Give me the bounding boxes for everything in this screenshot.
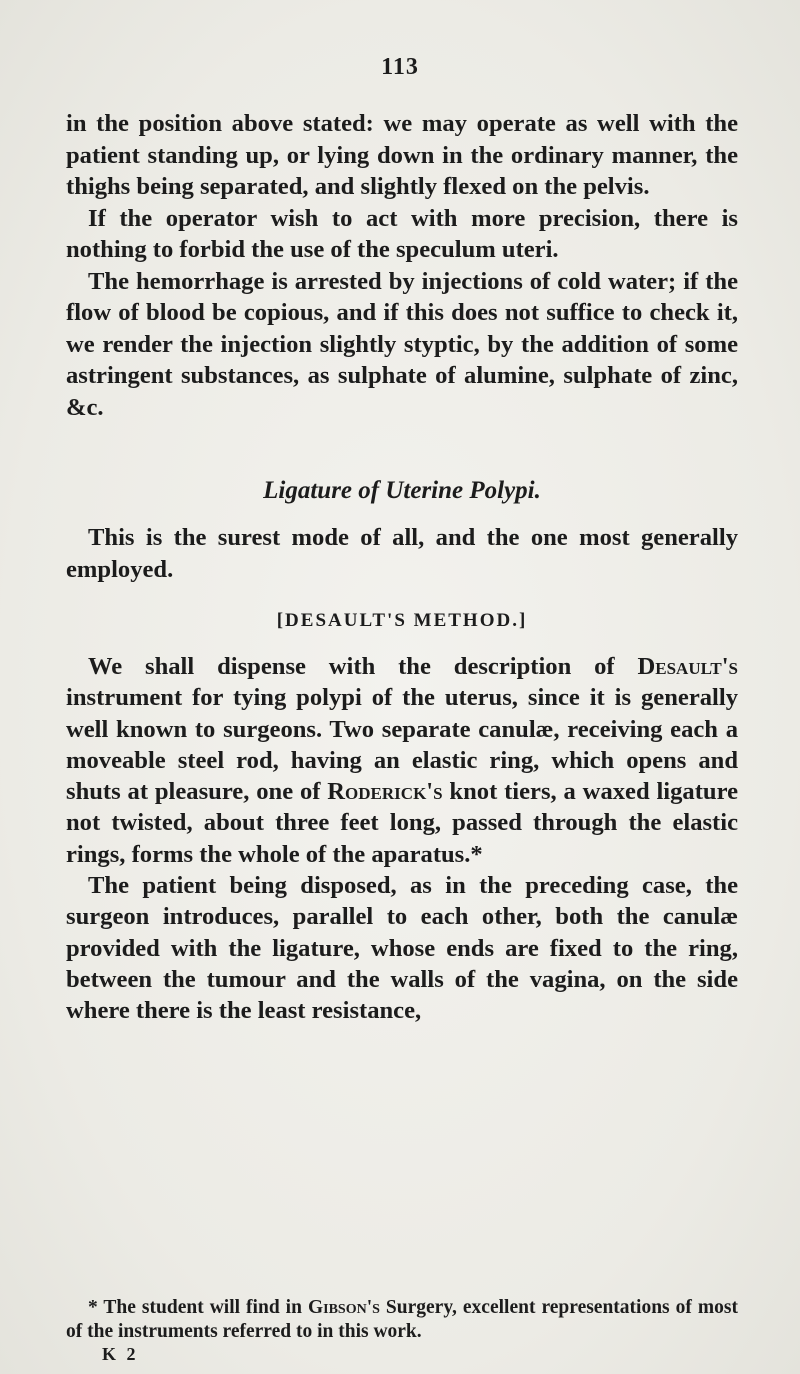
text-fragment: Surgery, excellent representations of most of the instruments referred to in this work. [66,1297,738,1342]
text-fragment: knot tiers, a waxed ligature not twisted, about three feet long, passed through the elastic rings, forms the whole of the aparatus.* [66,778,738,868]
section-intro-block [66,522,738,585]
paragraph-continuation: in the position above stated: we may operate as well with the patient standing up, or lying down in the ordinary manner, the thighs being separated, and slightly flexed on the pelvis. [66,110,738,200]
signature-mark: K 2 [102,1344,139,1364]
section-intro: This is the surest mode of all, and the one most generally employed. [66,524,738,583]
paragraph-hemorrhage: The hemorrhage is arrested by injections of cold water; if the flow of blood be copious, and if this does not suffice to check it, we render the injection slightly styptic, by the addition of some astringent substances, as sulphate of alumine, sulphate of zinc, &c. [66,267,738,421]
text-fragment: We shall dispense with the description of [88,653,638,680]
method-text [66,651,738,1027]
opening-text [66,108,738,423]
method-heading: [DESAULT'S METHOD.] [276,610,528,631]
page-number: 113 [381,54,419,80]
author-name-gibson: Gibson's [307,1297,380,1318]
paragraph-instrument [66,651,738,870]
footnote [66,1296,738,1344]
surgeon-name-roderick: Roderick's [327,778,443,806]
surgeon-name-desault: Desault's [637,653,738,680]
paragraph-procedure: The patient being disposed, as in the preceding case, the surgeon introduces, parallel to each other, both the canulæ provided with the ligature, whose ends are fixed to the ring, between the tumour and the walls of the vagina, on the side where there is the least resistance, [66,872,738,1025]
text-fragment: instrument for tying polypi of the uterus, since it is generally well known to surgeons. Two separate canulæ, receiving each a moveable steel rod, having an elastic ring, which opens and shuts at pleasure, one of [66,684,738,806]
footnote-text [66,1296,738,1344]
section-heading: Ligature of Uterine Polypi. [263,477,541,504]
paragraph-speculum: If the operator wish to act with more precision, there is nothing to forbid the use of the speculum uteri. [66,204,738,263]
text-fragment: * The student will find in [88,1297,308,1318]
